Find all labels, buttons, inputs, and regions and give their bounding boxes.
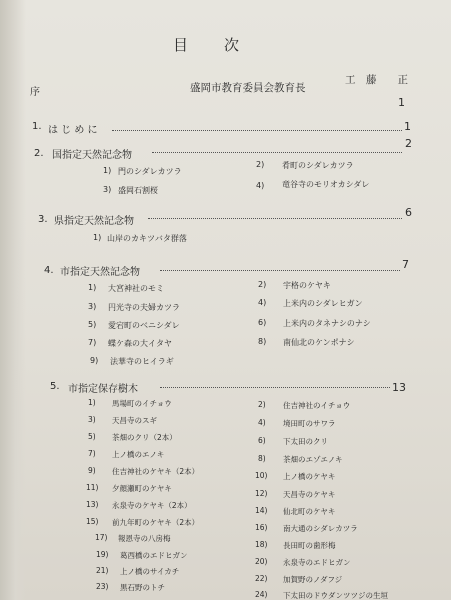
item-number: 1) [88, 283, 97, 292]
toc-item: 蝶ケ森の大イタヤ [108, 339, 172, 348]
item-number: 1) [88, 398, 96, 407]
item-number: 9) [88, 466, 96, 475]
toc-item: 法華寺のヒイラギ [110, 357, 174, 366]
item-number: 3) [88, 302, 97, 311]
leader-dots [160, 270, 400, 271]
preface-page: 1 [398, 96, 405, 109]
toc-item: 愛宕町のベニシダレ [108, 321, 180, 330]
item-number: 3) [88, 415, 96, 424]
toc-item: 上ノ橋のエノキ [112, 450, 165, 459]
leader-dots [160, 387, 390, 388]
toc-item: 下太田のドウダンツツジの生垣 [283, 591, 388, 600]
toc-item: 加賀野のノダフジ [283, 575, 343, 584]
item-number: 1) [103, 166, 112, 175]
preface-author: 盛岡市教育委員会教育長 [190, 82, 306, 94]
item-number: 16) [255, 523, 268, 532]
section-4-title: 市指定天然記念物 [60, 267, 140, 278]
toc-title: 目 次 [173, 36, 242, 54]
toc-item: 夕顔瀬町のケヤキ [112, 484, 172, 493]
toc-item: 永泉寺のエドヒガン [283, 558, 351, 567]
item-number: 4) [258, 418, 266, 427]
item-number: 11) [86, 483, 99, 492]
item-number: 22) [255, 574, 268, 583]
item-number: 19) [96, 550, 109, 559]
toc-item: 報恩寺の八房梅 [118, 534, 171, 543]
section-5-number: 5. [50, 381, 60, 392]
toc-item: 永泉寺のケヤキ（2本） [112, 501, 192, 510]
item-number: 3) [103, 185, 112, 194]
toc-item: 上米内のタネナシのナシ [283, 319, 371, 328]
toc-item: 盛岡石割桜 [118, 186, 158, 195]
item-number: 7) [88, 449, 96, 458]
section-5-page: 13 [392, 381, 406, 394]
item-number: 2) [256, 160, 265, 169]
toc-item: 茶畑のクリ（2本） [112, 433, 177, 442]
toc-item: 肴町のシダレカツラ [282, 161, 354, 170]
section-1-page: 1 [404, 120, 411, 133]
toc-item: 前九年町のケヤキ（2本） [112, 518, 200, 527]
toc-item: 門のシダレカツラ [118, 167, 182, 176]
item-number: 7) [88, 338, 97, 347]
toc-item: 仙北町のケヤキ [283, 507, 336, 516]
item-number: 23) [96, 582, 109, 591]
toc-item: 山岸のカキツバタ群落 [107, 234, 187, 243]
section-2-title: 国指定天然記念物 [52, 150, 132, 161]
toc-item: 南仙北のケンポナシ [283, 338, 355, 347]
section-1-title: は じ め に [48, 125, 98, 136]
item-number: 13) [86, 500, 99, 509]
item-number: 1) [93, 233, 102, 242]
toc-item: 住吉神社のイチョウ [283, 401, 351, 410]
toc-item: 長田町の歯形梅 [283, 541, 336, 550]
item-number: 10) [255, 471, 268, 480]
toc-item: 葛西橋のエドヒガン [120, 551, 188, 560]
toc-item: 上米内のシダレヒガン [283, 299, 363, 308]
item-number: 18) [255, 540, 268, 549]
leader-dots [152, 152, 402, 153]
preface-name: 工 藤 正 [345, 74, 408, 86]
item-number: 5) [88, 432, 96, 441]
toc-item: 上ノ橋のサイカチ [120, 567, 180, 576]
preface-label: 序 [30, 87, 40, 98]
section-1-number: 1. [32, 121, 42, 132]
section-4-number: 4. [44, 265, 54, 276]
section-3-title: 県指定天然記念物 [54, 216, 134, 227]
toc-item: 円光寺の夫婦カツラ [108, 303, 180, 312]
toc-item: 南大通のシダレカツラ [283, 524, 358, 533]
toc-item: 境田町のサワラ [283, 419, 336, 428]
item-number: 17) [95, 533, 108, 542]
leader-dots [112, 130, 402, 131]
item-number: 21) [96, 566, 109, 575]
item-number: 8) [258, 454, 266, 463]
toc-item: 大宮神社のモミ [108, 284, 164, 293]
section-3-page: 6 [405, 206, 412, 219]
page-gutter-shadow [0, 0, 26, 600]
toc-item: 宇格のケヤキ [283, 281, 331, 290]
section-5-title: 市指定保存樹木 [68, 384, 138, 395]
item-number: 5) [88, 320, 97, 329]
toc-item: 茶畑のエゾエノキ [283, 455, 343, 464]
item-number: 12) [255, 489, 268, 498]
item-number: 24) [255, 590, 268, 599]
item-number: 2) [258, 280, 267, 289]
item-number: 6) [258, 436, 266, 445]
toc-item: 竜谷寺のモリオカシダレ [282, 180, 370, 189]
section-2-number: 2. [34, 148, 44, 159]
item-number: 4) [256, 181, 265, 190]
toc-item: 馬場町のイチョウ [112, 399, 172, 408]
item-number: 8) [258, 337, 267, 346]
toc-item: 天昌寺のスギ [112, 416, 157, 425]
toc-item: 住吉神社のケヤキ（2本） [112, 467, 200, 476]
section-3-number: 3. [38, 214, 48, 225]
toc-item: 黒石野のトチ [120, 583, 165, 592]
item-number: 20) [255, 557, 268, 566]
item-number: 15) [86, 517, 99, 526]
toc-item: 下太田のクリ [283, 437, 328, 446]
item-number: 2) [258, 400, 266, 409]
section-4-page: 7 [402, 258, 409, 271]
leader-dots [148, 218, 402, 219]
toc-item: 天昌寺のケヤキ [283, 490, 336, 499]
item-number: 14) [255, 506, 268, 515]
item-number: 9) [90, 356, 99, 365]
item-number: 6) [258, 318, 267, 327]
toc-item: 上ノ橋のケヤキ [283, 472, 336, 481]
section-2-page: 2 [405, 137, 412, 150]
item-number: 4) [258, 298, 267, 307]
